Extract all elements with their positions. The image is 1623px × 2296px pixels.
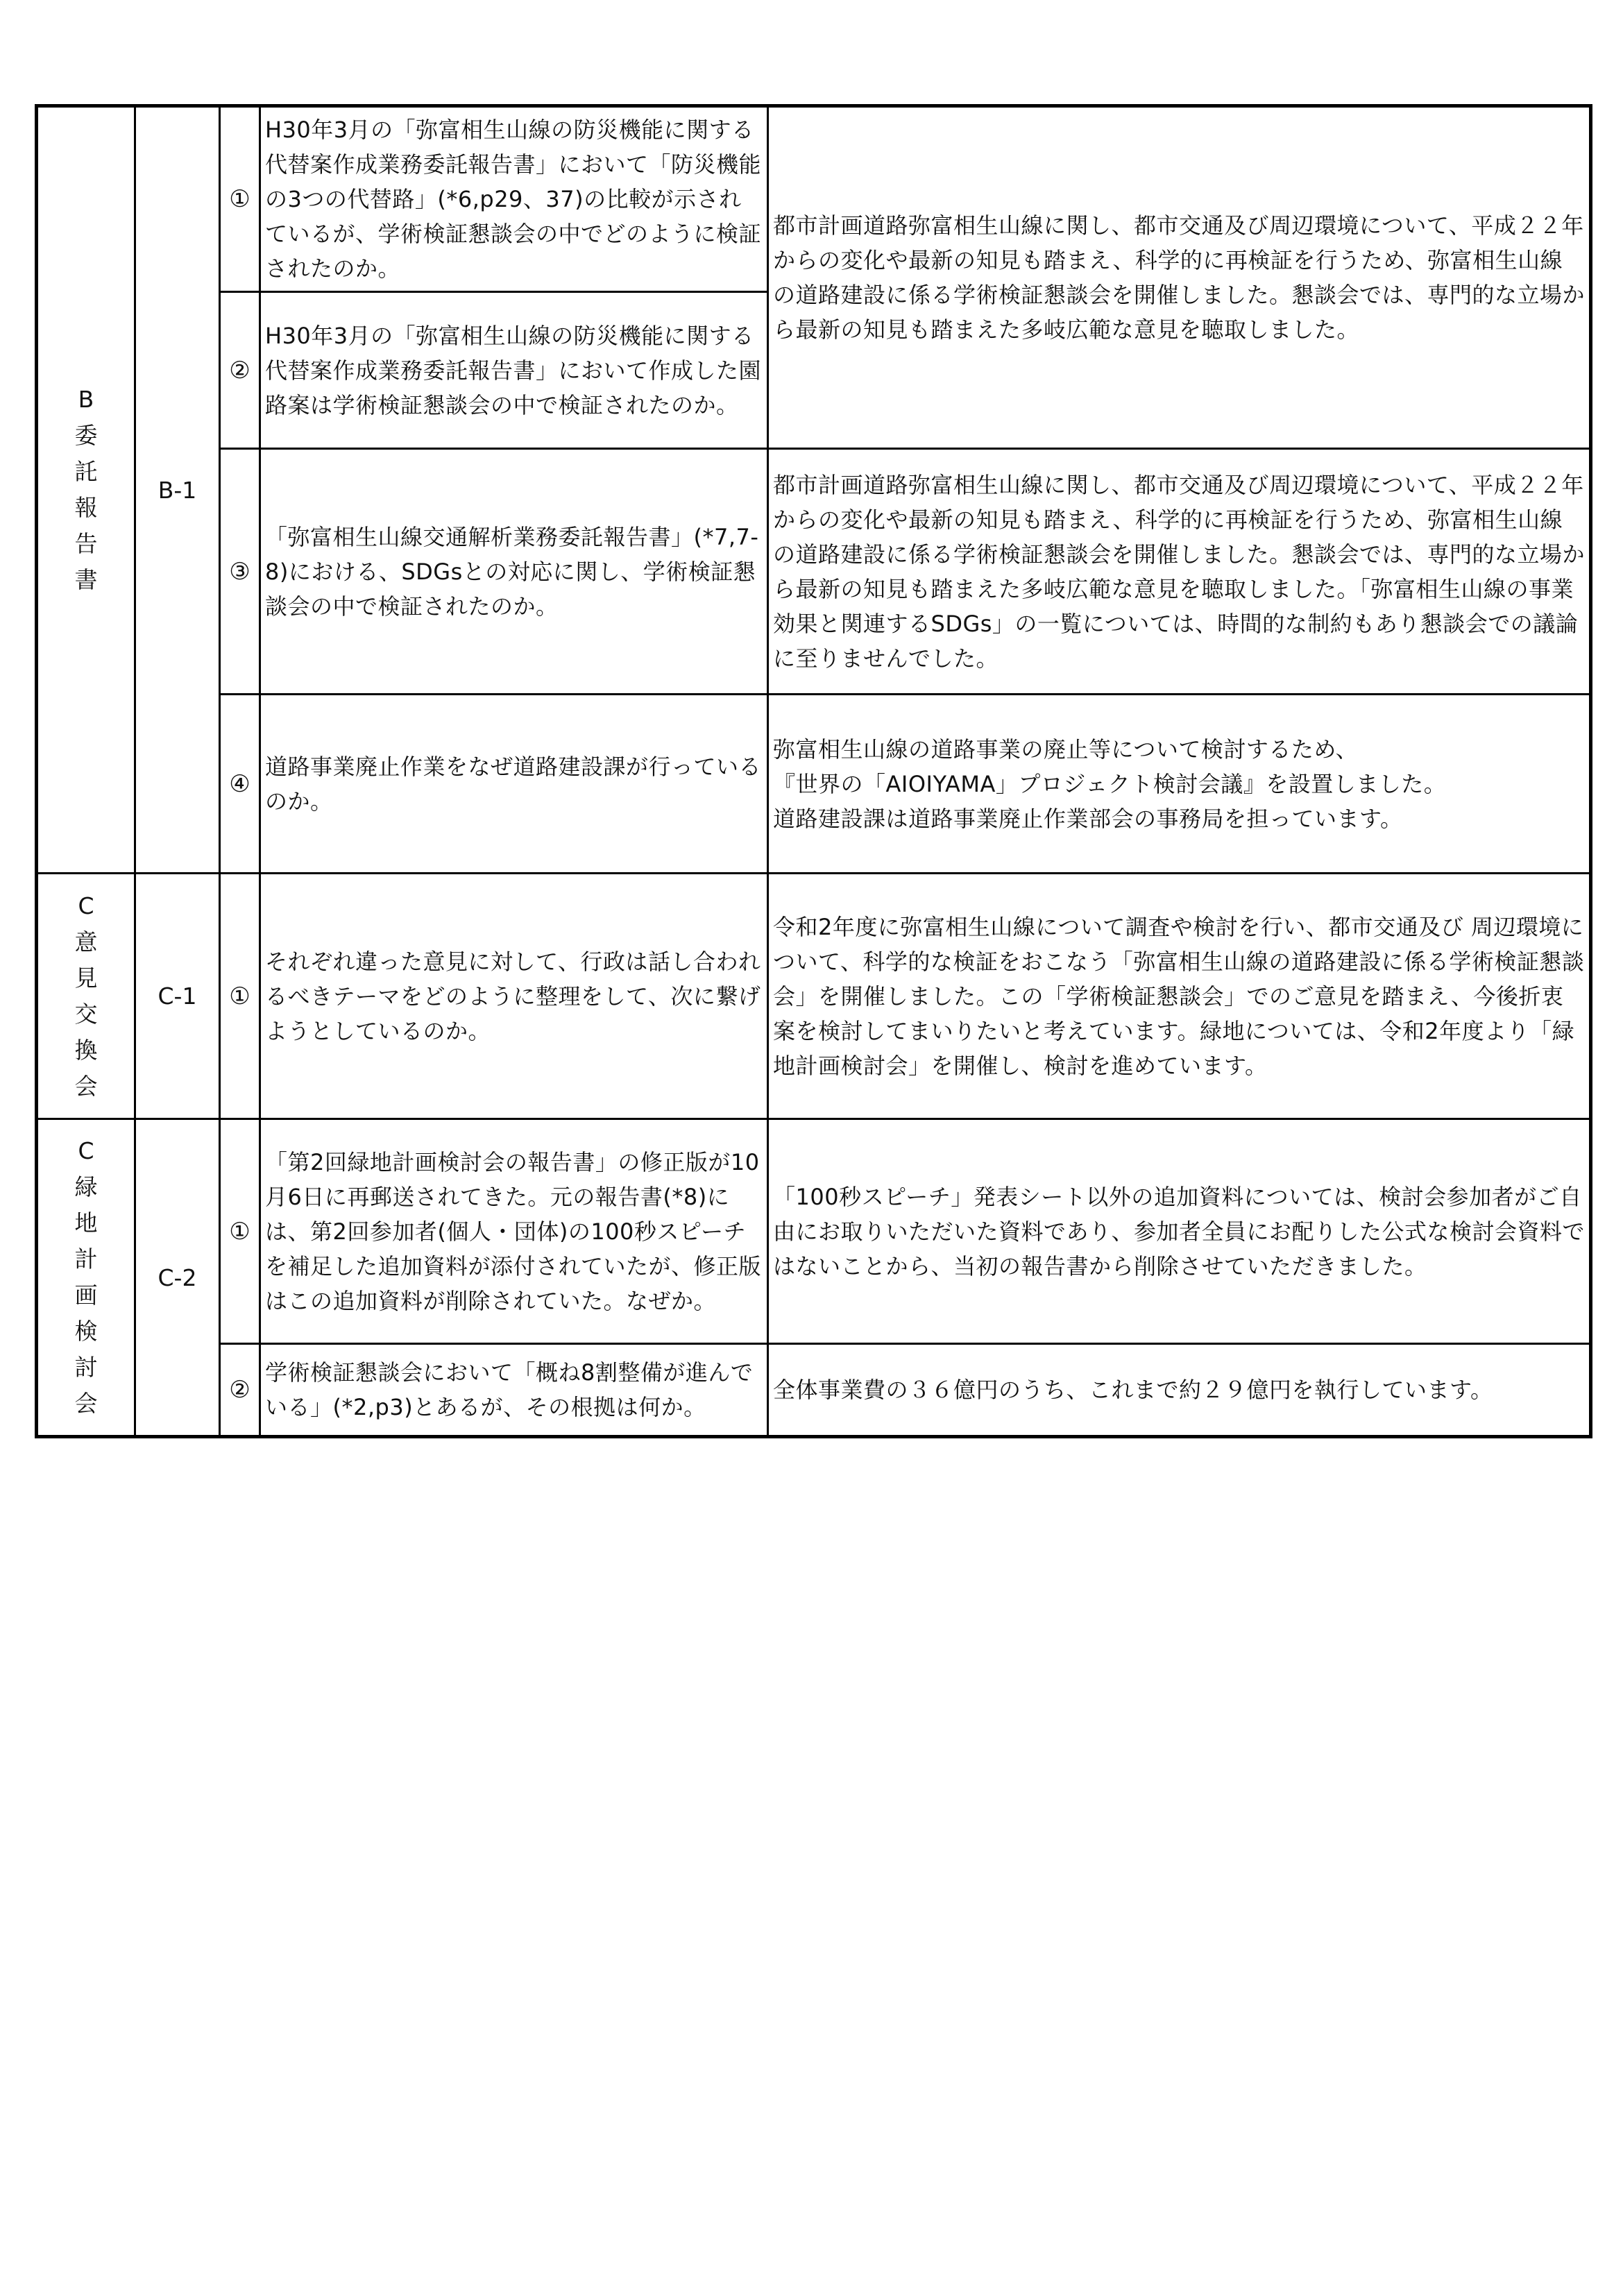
qa-table	[35, 104, 1592, 1438]
category-letter: C	[78, 1137, 94, 1164]
category-char: 討	[74, 1354, 98, 1381]
table-row	[37, 874, 1591, 1119]
item-number: ②	[220, 1344, 260, 1437]
answer-cell: 弥富相生山線の道路事業の廃止等について検討するため、 『世界の「AIOIYAMA」プロジェクト検討会議』を設置しました。 道路建設課は道路事業廃止作業部会の事務局を担っています。	[768, 695, 1591, 874]
category-letter: B	[78, 386, 94, 413]
category-code: C-2	[135, 1119, 220, 1437]
category-char: 緑	[74, 1173, 98, 1200]
category-char: 意	[74, 928, 98, 955]
category-c1-cell	[37, 874, 135, 1119]
item-number: ①	[220, 1119, 260, 1344]
category-char: 検	[74, 1318, 98, 1345]
category-char: 画	[74, 1282, 98, 1309]
category-char: 委	[74, 422, 98, 449]
question-cell: 「第2回緑地計画検討会の報告書」の修正版が10月6日に再郵送されてきた。元の報告書(*8)には、第2回参加者(個人・団体)の100秒スピーチを補足した追加資料が添付されていたが、修正版はこの追加資料が削除されていた。なぜか。	[260, 1119, 768, 1344]
category-code: B-1	[135, 106, 220, 874]
table-row	[37, 695, 1591, 874]
question-cell: 道路事業廃止作業をなぜ道路建設課が行っているのか。	[260, 695, 768, 874]
category-char: 報	[74, 494, 98, 521]
item-number: ①	[220, 874, 260, 1119]
category-b-cell	[37, 106, 135, 874]
category-char: 会	[74, 1072, 98, 1100]
category-char: 換	[74, 1036, 98, 1064]
category-code: C-1	[135, 874, 220, 1119]
category-char: 計	[74, 1245, 98, 1273]
category-char: 会	[74, 1390, 98, 1417]
category-c2-cell	[37, 1119, 135, 1437]
category-char: 地	[74, 1209, 98, 1236]
item-number: ①	[220, 106, 260, 292]
question-cell: それぞれ違った意見に対して、行政は話し合われるべきテーマをどのように整理をして、次に繋げようとしているのか。	[260, 874, 768, 1119]
table-row	[37, 1344, 1591, 1437]
answer-cell: 令和2年度に弥富相生山線について調査や検討を行い、都市交通及び 周辺環境について、科学的な検証をおこなう「弥富相生山線の道路建設に係る学術検証懇談会」を開催しました。この「学術検証懇談会」でのご意見を踏まえ、今後折衷案を検討してまいりたいと考えています。緑地については、令和2年度より「緑地計画検討会」を開催し、検討を進めています。	[768, 874, 1591, 1119]
question-cell: 「弥富相生山線交通解析業務委託報告書」(*7,7-8)における、SDGsとの対応に関し、学術検証懇談会の中で検証されたのか。	[260, 449, 768, 695]
answer-cell: 都市計画道路弥富相生山線に関し、都市交通及び周辺環境について、平成２２年からの変化や最新の知見も踏まえ、科学的に再検証を行うため、弥富相生山線の道路建設に係る学術検証懇談会を開催しました。懇談会では、専門的な立場から最新の知見も踏まえた多岐広範な意見を聴取しました。	[768, 106, 1591, 449]
answer-cell: 全体事業費の３６億円のうち、これまで約２９億円を執行しています。	[768, 1344, 1591, 1437]
question-cell: H30年3月の「弥富相生山線の防災機能に関する代替案作成業務委託報告書」において「防災機能の3つの代替路」(*6,p29、37)の比較が示されているが、学術検証懇談会の中でどのように検証されたのか。	[260, 106, 768, 292]
question-cell: 学術検証懇談会において「概ね8割整備が進んでいる」(*2,p3)とあるが、その根拠は何か。	[260, 1344, 768, 1437]
table-row	[37, 449, 1591, 695]
category-char: 託	[74, 458, 98, 485]
table-row	[37, 1119, 1591, 1344]
answer-cell: 「100秒スピーチ」発表シート以外の追加資料については、検討会参加者がご自由にお取りいただいた資料であり、参加者全員にお配りした公式な検討会資料ではないことから、当初の報告書から削除させていただきました。	[768, 1119, 1591, 1344]
item-number: ③	[220, 449, 260, 695]
category-char: 告	[74, 530, 98, 557]
item-number: ④	[220, 695, 260, 874]
item-number: ②	[220, 292, 260, 449]
category-char: 交	[74, 1000, 98, 1028]
category-char: 見	[74, 964, 98, 992]
answer-cell: 都市計画道路弥富相生山線に関し、都市交通及び周辺環境について、平成２２年からの変化や最新の知見も踏まえ、科学的に再検証を行うため、弥富相生山線の道路建設に係る学術検証懇談会を開催しました。懇談会では、専門的な立場から最新の知見も踏まえた多岐広範な意見を聴取しました。「弥富相生山線の事業効果と関連するSDGs」の一覧については、時間的な制約もあり懇談会での議論に至りませんでした。	[768, 449, 1591, 695]
table-row	[37, 106, 1591, 292]
question-cell: H30年3月の「弥富相生山線の防災機能に関する代替案作成業務委託報告書」において作成した園路案は学術検証懇談会の中で検証されたのか。	[260, 292, 768, 449]
category-letter: C	[78, 892, 94, 919]
category-char: 書	[74, 566, 98, 593]
